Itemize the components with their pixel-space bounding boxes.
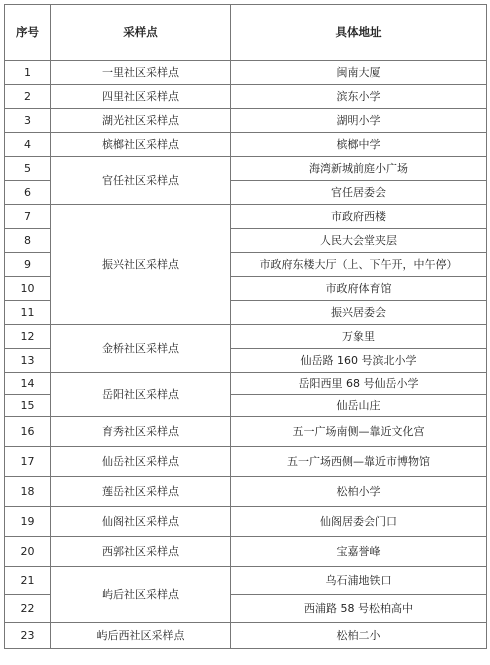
table-row [5, 417, 487, 447]
row-site: 一里社区采样点 [51, 61, 231, 85]
sampling-sites-table [4, 4, 487, 649]
table-row [5, 157, 487, 181]
row-address: 仙岳山庄 [231, 395, 487, 417]
row-no: 17 [5, 447, 51, 477]
table-row [5, 507, 487, 537]
row-no: 10 [5, 277, 51, 301]
table-row [5, 567, 487, 595]
row-site: 岳阳社区采样点 [51, 373, 231, 417]
row-address: 仙岳路 160 号滨北小学 [231, 349, 487, 373]
table-row [5, 133, 487, 157]
row-address: 西浦路 58 号松柏高中 [231, 595, 487, 623]
table-row [5, 623, 487, 649]
table-row [5, 85, 487, 109]
row-no: 3 [5, 109, 51, 133]
row-no: 1 [5, 61, 51, 85]
row-site: 槟榔社区采样点 [51, 133, 231, 157]
row-site: 湖光社区采样点 [51, 109, 231, 133]
row-address: 岳阳西里 68 号仙岳小学 [231, 373, 487, 395]
row-no: 15 [5, 395, 51, 417]
row-address: 振兴居委会 [231, 301, 487, 325]
row-site: 官任社区采样点 [51, 157, 231, 205]
row-no: 8 [5, 229, 51, 253]
row-address: 官任居委会 [231, 181, 487, 205]
row-no: 22 [5, 595, 51, 623]
header-no: 序号 [5, 5, 51, 61]
row-site: 莲岳社区采样点 [51, 477, 231, 507]
row-address: 宝嘉誉峰 [231, 537, 487, 567]
row-site: 西郭社区采样点 [51, 537, 231, 567]
row-site: 育秀社区采样点 [51, 417, 231, 447]
table-row [5, 61, 487, 85]
row-no: 7 [5, 205, 51, 229]
row-site: 屿后西社区采样点 [51, 623, 231, 649]
table-row [5, 373, 487, 395]
row-no: 9 [5, 253, 51, 277]
row-no: 20 [5, 537, 51, 567]
row-no: 4 [5, 133, 51, 157]
header-address: 具体地址 [231, 5, 487, 61]
row-address: 市政府西楼 [231, 205, 487, 229]
row-no: 5 [5, 157, 51, 181]
row-no: 11 [5, 301, 51, 325]
table-row [5, 537, 487, 567]
row-address: 五一广场西侧—靠近市博物馆 [231, 447, 487, 477]
row-address: 湖明小学 [231, 109, 487, 133]
row-no: 23 [5, 623, 51, 649]
row-site: 屿后社区采样点 [51, 567, 231, 623]
row-no: 6 [5, 181, 51, 205]
row-no: 19 [5, 507, 51, 537]
row-no: 14 [5, 373, 51, 395]
table-row [5, 109, 487, 133]
row-address: 仙阁居委会门口 [231, 507, 487, 537]
row-no: 13 [5, 349, 51, 373]
row-site: 四里社区采样点 [51, 85, 231, 109]
row-site: 仙岳社区采样点 [51, 447, 231, 477]
row-no: 21 [5, 567, 51, 595]
row-address: 万象里 [231, 325, 487, 349]
header-site: 采样点 [51, 5, 231, 61]
row-address: 槟榔中学 [231, 133, 487, 157]
row-address: 松柏二小 [231, 623, 487, 649]
row-address: 市政府东楼大厅（上、下午开，中午停） [231, 253, 487, 277]
row-site: 仙阁社区采样点 [51, 507, 231, 537]
table-row [5, 205, 487, 229]
row-address: 人民大会堂夹层 [231, 229, 487, 253]
row-site: 金桥社区采样点 [51, 325, 231, 373]
row-address: 乌石浦地铁口 [231, 567, 487, 595]
table-header-row [5, 5, 487, 61]
row-no: 16 [5, 417, 51, 447]
row-no: 2 [5, 85, 51, 109]
row-address: 五一广场南侧—靠近文化宫 [231, 417, 487, 447]
row-address: 松柏小学 [231, 477, 487, 507]
row-address: 滨东小学 [231, 85, 487, 109]
row-no: 18 [5, 477, 51, 507]
row-address: 市政府体育馆 [231, 277, 487, 301]
table-row [5, 477, 487, 507]
row-no: 12 [5, 325, 51, 349]
table-row [5, 325, 487, 349]
row-site: 振兴社区采样点 [51, 205, 231, 325]
row-address: 海湾新城前庭小广场 [231, 157, 487, 181]
table-row [5, 447, 487, 477]
row-address: 闽南大厦 [231, 61, 487, 85]
